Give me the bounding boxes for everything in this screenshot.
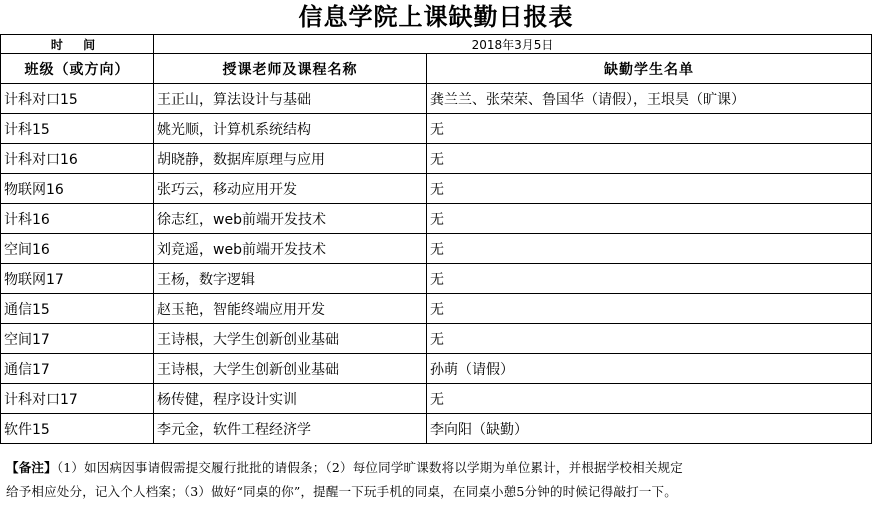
teacher-course-cell[interactable]: 王诗根，大学生创新创业基础 [154,324,427,354]
remarks-line-1 [6,456,868,480]
absent-students-cell[interactable]: 龚兰兰、张荣荣、鲁国华（请假），王垠昊（旷课） [427,84,872,114]
teacher-course-cell[interactable]: 王正山，算法设计与基础 [154,84,427,114]
header-teacher-course[interactable]: 授课老师及课程名称 [154,54,427,84]
attendance-table [0,34,872,444]
table-row [1,174,872,204]
table-row [1,204,872,234]
time-row [1,35,872,54]
absent-students-cell[interactable]: 无 [427,114,872,144]
class-cell[interactable]: 通信17 [1,354,154,384]
class-cell[interactable]: 物联网16 [1,174,154,204]
class-cell[interactable]: 软件15 [1,414,154,444]
class-cell[interactable]: 计科15 [1,114,154,144]
date-cell[interactable]: 2018年3月5日 [154,35,872,54]
teacher-course-cell[interactable]: 徐志红，web前端开发技术 [154,204,427,234]
absent-students-cell[interactable]: 无 [427,144,872,174]
class-cell[interactable]: 计科对口15 [1,84,154,114]
table-row [1,114,872,144]
table-row [1,84,872,114]
teacher-course-cell[interactable]: 刘竞遥，web前端开发技术 [154,234,427,264]
absent-students-cell[interactable]: 无 [427,204,872,234]
remarks-tag: 【备注】 [6,460,57,475]
class-cell[interactable]: 物联网17 [1,264,154,294]
teacher-course-cell[interactable]: 姚光顺，计算机系统结构 [154,114,427,144]
header-row [1,54,872,84]
table-row [1,384,872,414]
absent-students-cell[interactable]: 李向阳（缺勤） [427,414,872,444]
table-row [1,414,872,444]
class-cell[interactable]: 空间17 [1,324,154,354]
absent-students-cell[interactable]: 无 [427,234,872,264]
remarks-note [6,456,868,504]
teacher-course-cell[interactable]: 杨传健，程序设计实训 [154,384,427,414]
table-row [1,324,872,354]
teacher-course-cell[interactable]: 李元金，软件工程经济学 [154,414,427,444]
table-row [1,264,872,294]
class-cell[interactable]: 空间16 [1,234,154,264]
absent-students-cell[interactable]: 无 [427,324,872,354]
class-cell[interactable]: 计科对口17 [1,384,154,414]
remarks-line-2: 给予相应处分，记入个人档案；（3）做好“同桌的你”，提醒一下玩手机的同桌，在同桌小憩5分钟的时候记得敲打一下。 [6,484,677,499]
table-row [1,234,872,264]
time-label-cell[interactable]: 时 间 [1,35,154,54]
table-row [1,144,872,174]
teacher-course-cell[interactable]: 张巧云，移动应用开发 [154,174,427,204]
report-title: 信息学院上课缺勤日报表 [298,2,574,31]
class-cell[interactable]: 通信15 [1,294,154,324]
teacher-course-cell[interactable]: 赵玉艳，智能终端应用开发 [154,294,427,324]
teacher-course-cell[interactable]: 王杨，数字逻辑 [154,264,427,294]
class-cell[interactable]: 计科16 [1,204,154,234]
class-cell[interactable]: 计科对口16 [1,144,154,174]
table-row [1,294,872,324]
absent-students-cell[interactable]: 无 [427,384,872,414]
teacher-course-cell[interactable]: 王诗根，大学生创新创业基础 [154,354,427,384]
header-class[interactable]: 班级（或方向） [1,54,154,84]
teacher-course-cell[interactable]: 胡晓静，数据库原理与应用 [154,144,427,174]
absent-students-cell[interactable]: 无 [427,294,872,324]
table-row [1,354,872,384]
absent-students-cell[interactable]: 孙萌（请假） [427,354,872,384]
absent-students-cell[interactable]: 无 [427,264,872,294]
header-absent[interactable]: 缺勤学生名单 [427,54,872,84]
absent-students-cell[interactable]: 无 [427,174,872,204]
remarks-text-1: （1）如因病因事请假需提交履行批批的请假条；（2）每位同学旷课数将以学期为单位累计，并根据学校相关规定 [56,460,683,475]
